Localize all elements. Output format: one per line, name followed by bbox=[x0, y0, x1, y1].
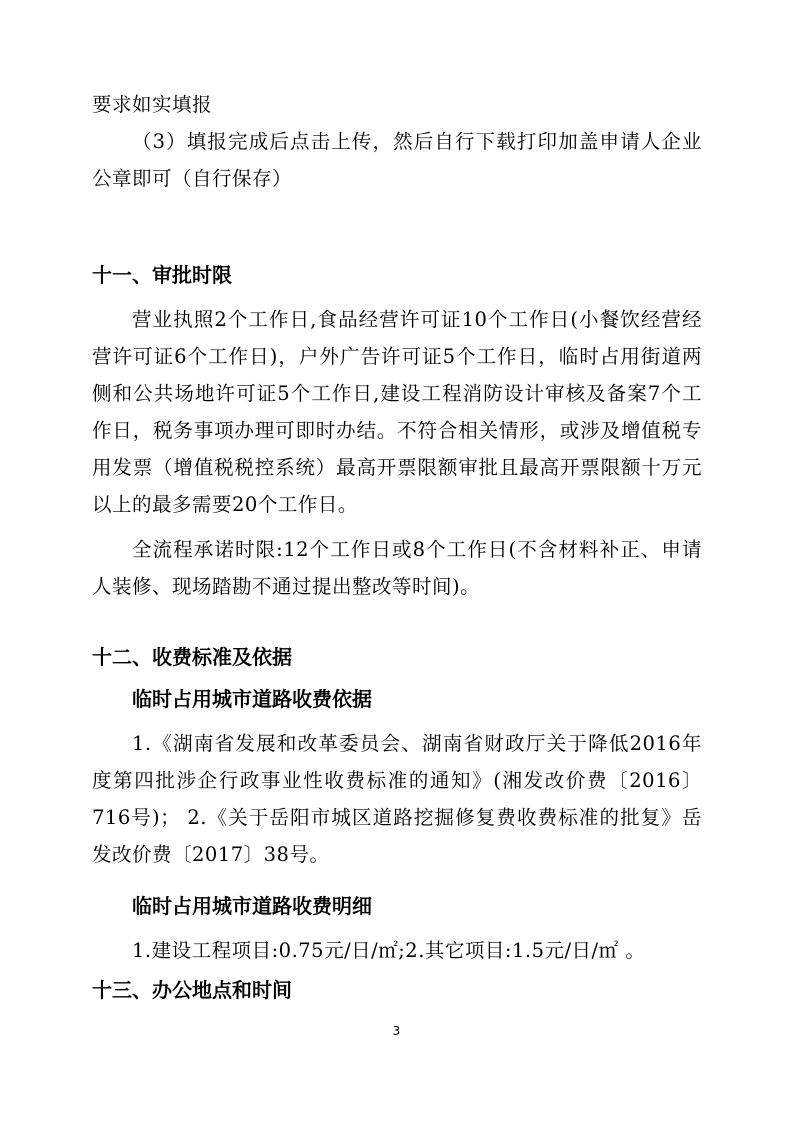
section-11-paragraph-1: 营业执照2个工作日,食品经营许可证10个工作日(小餐饮经营经营许可证6个工作日)，户外广告许可证5个工作日，临时占用街道两侧和公共场地许可证5个工作日,建设工程消防设计审核及备案7个工作日，税务事项办理可即时办结。不符合相关情形，或涉及增值税专用发票（增值税税控系统）最高开票限额审批且最高开票限额十万元以上的最多需要20个工作日。 bbox=[92, 308, 702, 516]
section-13-heading: 十三、办公地点和时间 bbox=[92, 978, 292, 1002]
page-number: 3 bbox=[392, 1024, 401, 1038]
fee-basis-paragraph: 1.《湖南省发展和改革委员会、湖南省财政厅关于降低2016年度第四批涉企行政事业性收费标准的通知》(湘发改价费〔2016〕716号)； 2.《关于岳阳市城区道路挖掘修复费收费标准的批复》岳发改价费〔2017〕38号。 bbox=[92, 732, 702, 866]
section-11-heading: 十一、审批时限 bbox=[92, 263, 232, 287]
section-11-paragraph-2: 全流程承诺时限:12个工作日或8个工作日(不含材料补正、申请人装修、现场踏勘不通过提出整改等时间)。 bbox=[92, 538, 702, 598]
continued-paragraph: 要求如实填报 bbox=[92, 93, 213, 116]
step-3-paragraph: （3）填报完成后点击上传，然后自行下载打印加盖申请人企业公章即可（自行保存） bbox=[92, 130, 702, 190]
fee-detail-paragraph: 1.建设工程项目:0.75元/日/㎡;2.其它项目:1.5元/日/㎡ 。 bbox=[132, 939, 646, 962]
fee-detail-heading: 临时占用城市道路收费明细 bbox=[132, 894, 372, 918]
section-12-heading: 十二、收费标准及依据 bbox=[92, 645, 292, 669]
fee-basis-heading: 临时占用城市道路收费依据 bbox=[132, 687, 372, 711]
